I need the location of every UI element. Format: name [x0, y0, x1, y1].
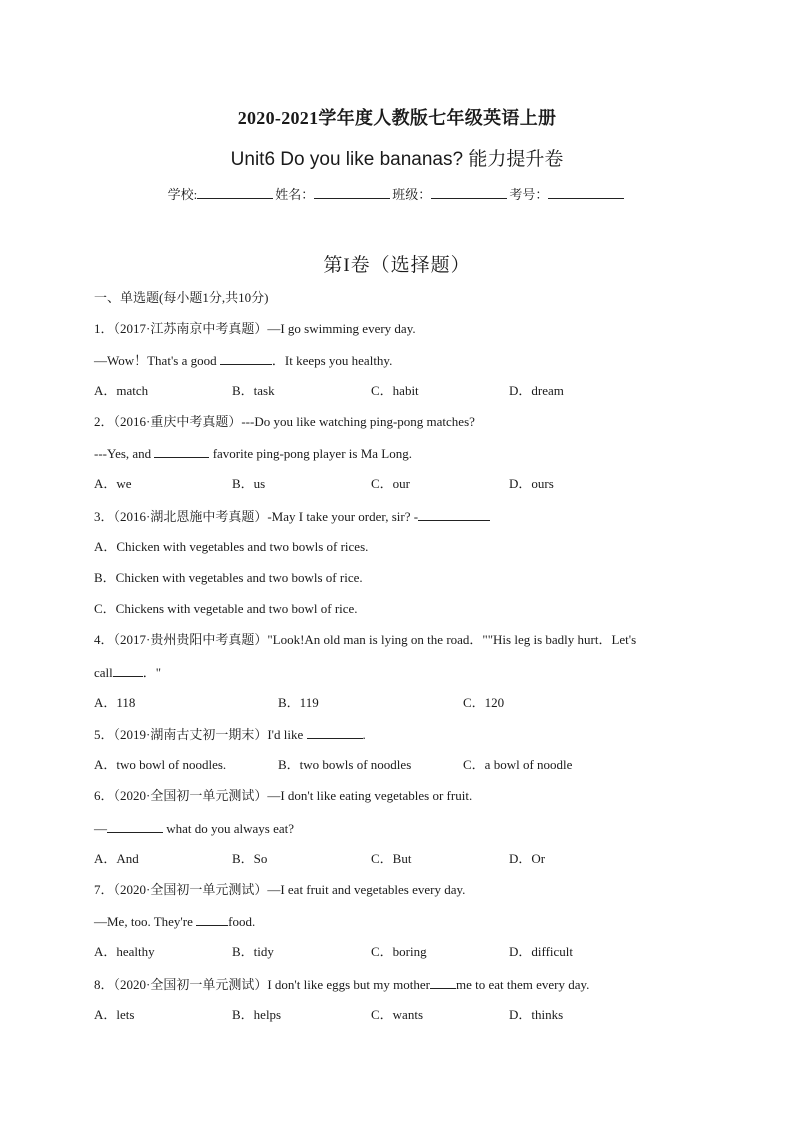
- option-a[interactable]: A．healthy: [94, 944, 155, 959]
- option-b[interactable]: B．Chicken with vegetables and two bowls of rice.: [94, 570, 363, 585]
- question-5-options: [94, 757, 714, 773]
- option-c[interactable]: C．boring: [371, 944, 427, 959]
- question-6-stem: 6．（2020·全国初一单元测试）—I don't like eating vegetables or fruit.: [94, 788, 473, 803]
- option-b[interactable]: B．tidy: [232, 944, 274, 959]
- option-b[interactable]: B．So: [232, 851, 268, 866]
- name-blank: [314, 186, 390, 199]
- question-5-stem: [94, 726, 366, 743]
- question-8-stem: [94, 976, 589, 993]
- question-2-stem: 2．（2016·重庆中考真题）---Do you like watching ping-pong matches?: [94, 414, 475, 429]
- option-d[interactable]: D．difficult: [509, 944, 574, 959]
- option-a[interactable]: A．two bowl of noodles.: [94, 757, 227, 772]
- option-d[interactable]: D．thinks: [509, 1007, 564, 1022]
- option-c[interactable]: C．Chickens with vegetable and two bowl of rice.: [94, 601, 358, 616]
- option-a[interactable]: A．118: [94, 695, 136, 710]
- option-c[interactable]: C．120: [463, 695, 505, 710]
- answer-blank: [418, 508, 490, 521]
- question-2-stem-part-b: favorite ping-pong player is Ma Long.: [212, 446, 412, 461]
- option-a[interactable]: A．And: [94, 851, 139, 866]
- question-7-stem-part-a: —Me, too. They're: [94, 914, 193, 929]
- option-a[interactable]: A．lets: [94, 1007, 135, 1022]
- class-label: 班级：: [392, 187, 432, 202]
- option-b[interactable]: B．helps: [232, 1007, 282, 1022]
- question-3-stem: [94, 508, 490, 525]
- answer-blank: [107, 820, 163, 833]
- question-1-stem-part-b: ．It keeps you healthy.: [271, 353, 393, 368]
- question-8-options: [94, 1007, 714, 1023]
- name-label: 姓名：: [275, 187, 315, 202]
- question-2-stem-part-a: ---Yes, and: [94, 446, 152, 461]
- answer-blank: [154, 445, 209, 458]
- question-6-options: [94, 851, 714, 867]
- question-1-stem-part-a: —Wow！That's a good: [94, 353, 217, 368]
- answer-blank: [220, 352, 272, 365]
- question-4-stem-part-a: call: [94, 665, 113, 680]
- option-a[interactable]: A．we: [94, 476, 132, 491]
- question-6-stem-part-b: what do you always eat?: [166, 821, 295, 836]
- school-label: 学校:: [167, 187, 198, 202]
- question-7-options: [94, 944, 714, 960]
- number-label: 考号：: [509, 187, 549, 202]
- question-1-stem: 1．（2017·江苏南京中考真题）—I go swimming every day.: [94, 321, 416, 336]
- question-4-stem: 4．（2017·贵州贵阳中考真题）"Look!An old man is lying on the road．""His leg is badly hurt．Let's: [94, 632, 637, 647]
- part-title: 第I卷（选择题）: [323, 255, 471, 276]
- question-8-stem-part-b: me to eat them every day.: [455, 977, 590, 992]
- question-4-stem-line2: [94, 664, 161, 681]
- answer-blank: [113, 664, 143, 677]
- question-7-stem: 7．（2020·全国初一单元测试）—I eat fruit and vegetables every day.: [94, 882, 466, 897]
- exam-subtitle: Unit6 Do you like bananas? 能力提升卷: [230, 149, 564, 170]
- option-b[interactable]: B．two bowls of noodles: [278, 757, 412, 772]
- option-a[interactable]: A．match: [94, 383, 149, 398]
- option-a[interactable]: A．Chicken with vegetables and two bowls of rices.: [94, 539, 369, 554]
- option-b[interactable]: B．us: [232, 476, 266, 491]
- question-6-stem-part-a: —: [94, 821, 107, 836]
- option-c[interactable]: C．wants: [371, 1007, 424, 1022]
- section-heading: 一、单选题(每小题1分,共10分): [94, 290, 269, 305]
- school-blank: [197, 186, 273, 199]
- student-info-line: [0, 184, 794, 203]
- question-7-stem-line2: [94, 913, 255, 930]
- question-1-stem-line2: [94, 352, 392, 369]
- question-2-options: [94, 476, 714, 492]
- option-d[interactable]: D．ours: [509, 476, 554, 491]
- answer-blank: [307, 726, 363, 739]
- question-1-options: [94, 383, 714, 399]
- option-b[interactable]: B．119: [278, 695, 319, 710]
- question-3-stem-text: 3．（2016·湖北恩施中考真题）-May I take your order, sir? -: [94, 509, 419, 524]
- option-c[interactable]: C．our: [371, 476, 411, 491]
- question-5-stem-part-a: 5．（2019·湖南古丈初一期末）I'd like: [94, 727, 304, 742]
- question-6-stem-line2: [94, 820, 294, 837]
- option-b[interactable]: B．task: [232, 383, 275, 398]
- exam-title: 2020-2021学年度人教版七年级英语上册: [237, 108, 557, 128]
- question-4-options: [94, 695, 714, 711]
- option-d[interactable]: D．Or: [509, 851, 546, 866]
- option-d[interactable]: D．dream: [509, 383, 564, 398]
- option-c[interactable]: C．habit: [371, 383, 419, 398]
- option-c[interactable]: C．a bowl of noodle: [463, 757, 573, 772]
- answer-blank: [430, 976, 456, 989]
- question-8-stem-part-a: 8．（2020·全国初一单元测试）I don't like eggs but my mother: [94, 977, 430, 992]
- class-blank: [431, 186, 507, 199]
- question-7-stem-part-b: food.: [228, 914, 256, 929]
- question-4-stem-part-b: ．": [142, 665, 162, 680]
- option-c[interactable]: C．But: [371, 851, 412, 866]
- question-2-stem-line2: [94, 445, 412, 462]
- number-blank: [548, 186, 624, 199]
- answer-blank: [196, 913, 228, 926]
- question-5-stem-part-b: .: [362, 727, 366, 742]
